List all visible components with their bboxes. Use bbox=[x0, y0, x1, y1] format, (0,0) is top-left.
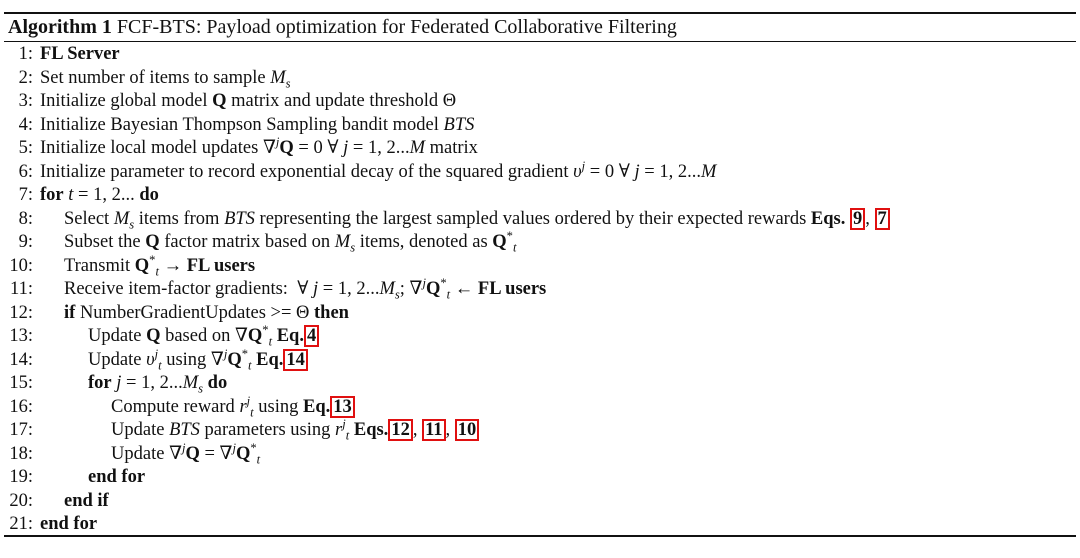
line-text: end for bbox=[88, 467, 146, 487]
line-number: 4: bbox=[18, 114, 33, 135]
line-text: Update BTS parameters using $r^j_t$ Eqs. 12 , 11 , 10 bbox=[111, 419, 479, 443]
line-text: Update Q based on $\nabla Q^*_t$ Eq. 4 bbox=[88, 325, 319, 349]
bottom-rule bbox=[4, 535, 1076, 537]
line-number: 6: bbox=[18, 161, 33, 182]
line-text: Update $\nabla^jQ = \nabla^jQ^*_t$ bbox=[111, 440, 261, 467]
line-number: 14: bbox=[9, 349, 33, 370]
line-number: 8: bbox=[18, 208, 33, 229]
line-number: 20: bbox=[9, 490, 33, 511]
line-number: 17: bbox=[9, 420, 33, 440]
line-number: 10: bbox=[9, 255, 33, 276]
equation-ref-link[interactable]: 10 bbox=[455, 419, 480, 441]
line-text: Initialize parameter to record exponential decay of the squared gradient $\upsilon^j = 0$ ∀ j = 1, 2...M bbox=[40, 158, 717, 182]
equation-ref-link[interactable]: 9 bbox=[850, 208, 865, 230]
line-text: for t = 1, 2... do bbox=[40, 185, 159, 205]
equation-ref-link[interactable]: 14 bbox=[283, 349, 308, 371]
algorithm-caption bbox=[8, 14, 677, 41]
line-text: Select $M_s$ items from BTS representing the largest sampled values ordered by their expected rewards Eqs. 9 , 7 bbox=[64, 208, 890, 232]
line-number: 7: bbox=[18, 185, 33, 205]
line-number: 11: bbox=[10, 279, 33, 299]
line-number: 2: bbox=[18, 67, 33, 88]
line-text: Update $\upsilon^j_t$ using $\nabla^jQ^*_t$ Eq. 14 bbox=[88, 349, 308, 373]
line-number: 3: bbox=[18, 91, 33, 111]
line-number: 1: bbox=[18, 44, 33, 64]
line-number: 19: bbox=[9, 467, 33, 487]
line-number: 9: bbox=[18, 232, 33, 252]
line-number: 21: bbox=[9, 514, 33, 534]
line-number: 12: bbox=[9, 302, 33, 323]
line-number: 15: bbox=[9, 373, 33, 393]
line-text: if NumberGradientUpdates >= Θ then bbox=[64, 302, 349, 323]
line-text: Transmit $Q^*_t$ → FL users bbox=[64, 252, 256, 279]
line-text: Initialize local model updates ∇$^j$Q = 0 ∀ j = 1, 2...M matrix bbox=[40, 134, 478, 158]
caption-rule bbox=[4, 41, 1076, 42]
line-text: for j = 1, $2...M_s$ do bbox=[88, 373, 228, 396]
line-text: end if bbox=[64, 490, 109, 511]
line-text: Subset the Q factor matrix based on $M_s$ items, denoted as $Q^*_t$ bbox=[64, 228, 517, 255]
line-text: FL Server bbox=[40, 44, 120, 64]
equation-ref-link[interactable]: 12 bbox=[388, 419, 413, 441]
algorithm-label: Algorithm 1 bbox=[8, 16, 112, 38]
line-text: Compute reward $r^j_t$ using Eq. 13 bbox=[111, 396, 355, 420]
line-text: Initialize global model Q matrix and update threshold Θ bbox=[40, 91, 457, 111]
equation-ref-link[interactable]: 13 bbox=[330, 396, 355, 418]
equation-ref-link[interactable]: 7 bbox=[875, 208, 890, 230]
line-text: Set number of items to sample $M_s$ bbox=[40, 67, 291, 91]
line-text: end for bbox=[40, 514, 98, 534]
line-number: 13: bbox=[9, 326, 33, 346]
algorithm-title: FCF-BTS: Payload optimization for Federated Collaborative Filtering bbox=[116, 16, 677, 38]
line-text: Receive item-factor gradients: ∀ j = 1, $2...M_s$; $\nabla^jQ^*_t$ ← FL users bbox=[64, 275, 547, 302]
line-number: 18: bbox=[9, 443, 33, 464]
equation-ref-link[interactable]: 11 bbox=[422, 419, 445, 441]
line-number: 16: bbox=[9, 396, 33, 417]
line-number: 5: bbox=[18, 138, 33, 158]
line-text: Initialize Bayesian Thompson Sampling bandit model BTS bbox=[40, 114, 475, 135]
equation-ref-link[interactable]: 4 bbox=[304, 325, 319, 347]
